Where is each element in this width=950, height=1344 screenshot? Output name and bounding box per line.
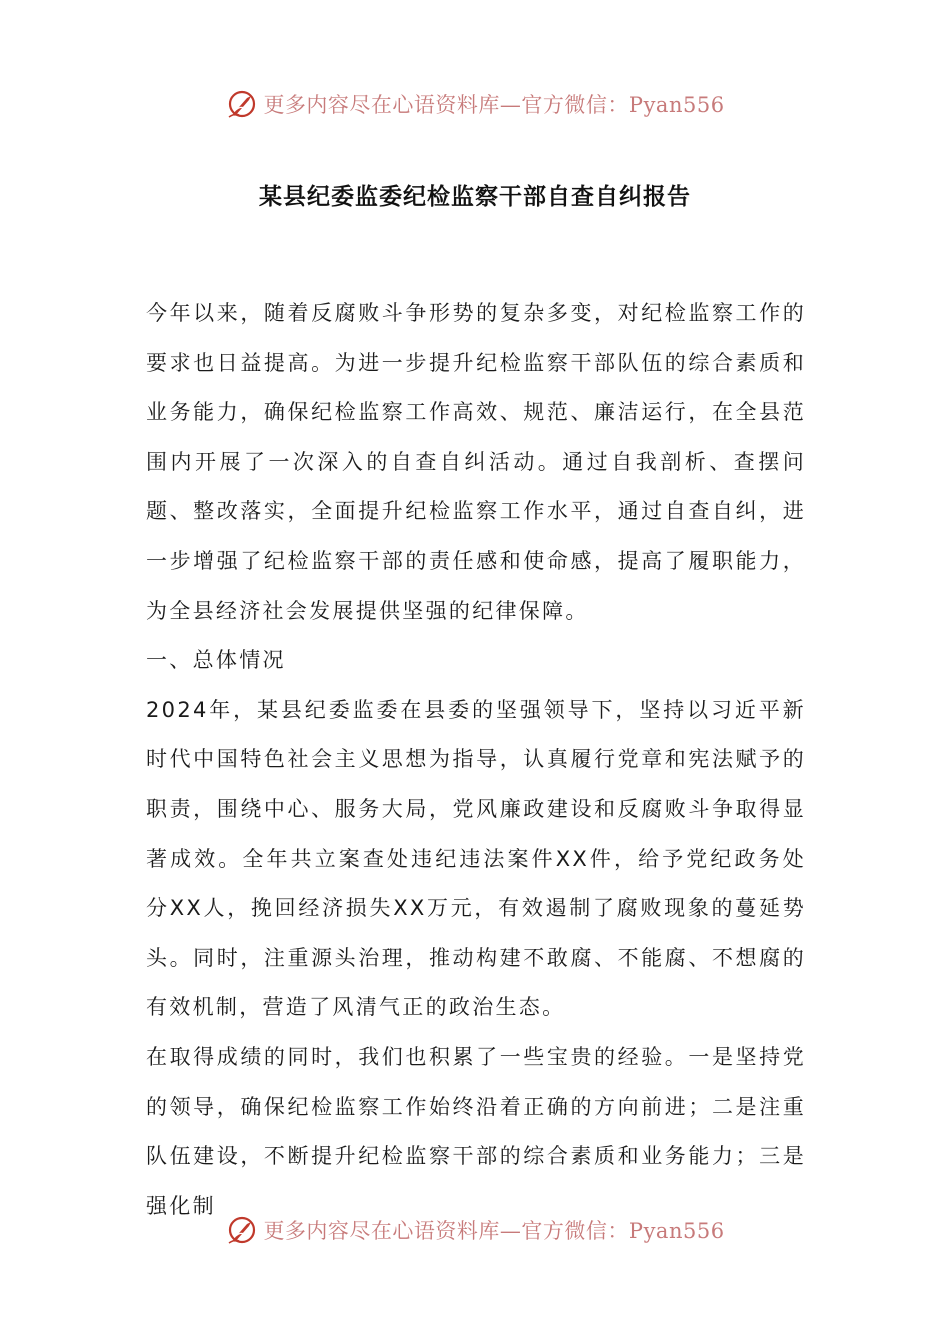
- document-title: 某县纪委监委纪检监察干部自查自纠报告: [259, 184, 691, 210]
- experience-paragraph: 在取得成绩的同时，我们也积累了一些宝贵的经验。一是坚持党的领导，确保纪检监察工作始终沿着正确的方向前进；二是注重队伍建设，不断提升纪检监察干部的综合素质和业务能力；三是强化制: [146, 1044, 806, 1218]
- overview-paragraph: 2024年，某县纪委监委在县委的坚强领导下，坚持以习近平新时代中国特色社会主义思想为指导，认真履行党章和宪法赋予的职责，围绕中心、服务大局，党风廉政建设和反腐败斗争取得显著成效。全年共立案查处违纪违法案件XX件，给予党纪政务处分XX人，挽回经济损失XX万元，有效遏制了腐败现象的蔓延势头。同时，注重源头治理，推动构建不敢腐、不能腐、不想腐的有效机制，营造了风清气正的政治生态。: [146, 697, 806, 1020]
- watermark-text: 更多内容尽在心语资料库—官方微信：Pyan556: [263, 93, 725, 117]
- pen-nib-circle-icon: [225, 87, 259, 121]
- watermark-text: 更多内容尽在心语资料库—官方微信：Pyan556: [263, 1219, 725, 1243]
- intro-paragraph: 今年以来，随着反腐败斗争形势的复杂多变，对纪检监察工作的要求也日益提高。为进一步提升纪检监察干部队伍的综合素质和业务能力，确保纪检监察工作高效、规范、廉洁运行，在全县范围内开展了一次深入的自查自纠活动。通过自我剖析、查摆问题、整改落实，全面提升纪检监察工作水平，通过自查自纠，进一步增强了纪检监察干部的责任感和使命感，提高了履职能力，为全县经济社会发展提供坚强的纪律保障。: [146, 301, 806, 623]
- section-heading: 一、总体情况: [146, 648, 286, 673]
- watermark-banner-top: [0, 84, 950, 124]
- pen-nib-circle-icon: [225, 1213, 259, 1247]
- document-body: [146, 289, 806, 1231]
- watermark-banner-bottom: [0, 1210, 950, 1250]
